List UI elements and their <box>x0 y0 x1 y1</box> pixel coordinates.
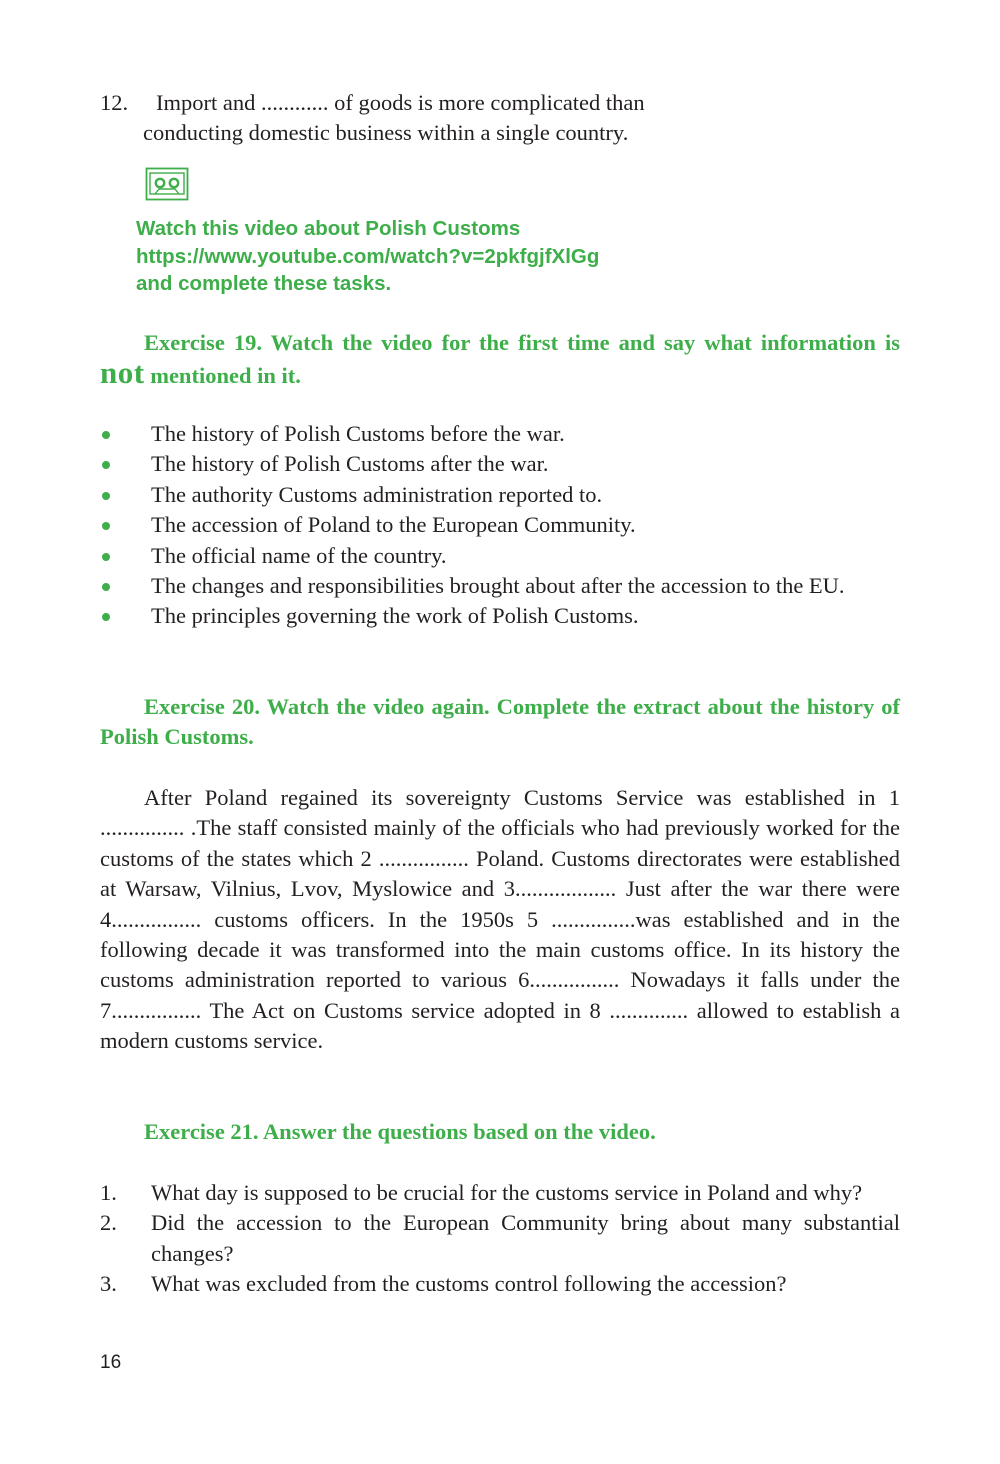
video-line-1: Watch this video about Polish Customs <box>136 217 521 240</box>
list-item: The authority Customs administration reported to. <box>100 480 900 510</box>
question-text: What was excluded from the customs control following the accession? <box>151 1271 787 1297</box>
video-line-3: and complete these tasks. <box>136 272 392 295</box>
item-text-line-1: Import and ............ of goods is more complicated than <box>156 90 645 115</box>
bullet-dot-icon <box>102 553 110 561</box>
exercise-19-title-emphasis: not <box>100 355 145 391</box>
page-number: 16 <box>100 1352 122 1373</box>
exercise-20-heading: Exercise 20. Watch the video again. Complete the extract about the history of Polish Customs. <box>100 694 900 750</box>
bullet-dot-icon <box>102 522 110 530</box>
question-number: 1. <box>100 1180 117 1205</box>
exercise-19-heading <box>100 328 900 392</box>
exercise-19-bullet-list <box>100 419 900 632</box>
list-item: The official name of the country. <box>100 541 900 571</box>
exercise-21-heading: Exercise 21. Answer the questions based on the video. <box>144 1119 656 1144</box>
list-item: The principles governing the work of Polish Customs. <box>100 601 900 631</box>
video-instructions <box>136 215 896 298</box>
exercise-19-title-part-2: mentioned in it. <box>150 363 301 389</box>
video-url-link[interactable]: https://www.youtube.com/watch?v=2pkfgjfXlGg <box>136 244 600 268</box>
bullet-dot-icon <box>102 613 110 621</box>
bullet-dot-icon <box>102 583 110 591</box>
list-item: The accession of Poland to the European Community. <box>100 510 900 540</box>
list-item: The history of Polish Customs before the war. <box>100 419 900 449</box>
list-item <box>100 1269 900 1299</box>
list-item <box>100 1208 900 1269</box>
question-number: 2. <box>100 1210 117 1236</box>
bullet-dot-icon <box>102 492 110 500</box>
question-number: 3. <box>100 1271 117 1297</box>
item-text-line-2: conducting domestic business within a single country. <box>143 120 629 146</box>
bullet-dot-icon <box>102 431 110 439</box>
item-number: 12. <box>100 90 129 115</box>
video-cassette-icon <box>145 167 189 201</box>
exercise-20-extract: After Poland regained its sovereignty Customs Service was established in 1 ............... .The staff consisted mainly of the officials who had previously worked for the customs of the states which 2 ................ Poland. Customs directorates were established at Warsaw, Vilnius, Lvov, Myslowice and 3.................. Just after the war there were 4................ customs officers. In the 1950s 5 ...............was established and in the following decade it was transformed into the main customs office. In its history the customs administration reported to various 6................ Nowadays it falls under the 7................ The Act on Customs service adopted in 8 .............. allowed to establish a modern customs service. <box>100 785 900 1054</box>
exercise-19-title-part-1: Exercise 19. Watch the video for the first time and say what information is <box>144 330 900 355</box>
list-item: The changes and responsibilities brought about after the accession to the EU. <box>100 571 900 601</box>
bullet-dot-icon <box>102 461 110 469</box>
question-text: What day is supposed to be crucial for the customs service in Poland and why? <box>151 1180 863 1205</box>
exercise-21-question-list <box>100 1178 900 1300</box>
question-text: Did the accession to the European Community bring about many substantial changes? <box>151 1210 900 1266</box>
exercise-item-12 <box>100 88 900 149</box>
list-item: The history of Polish Customs after the war. <box>100 449 900 479</box>
list-item <box>100 1178 900 1208</box>
